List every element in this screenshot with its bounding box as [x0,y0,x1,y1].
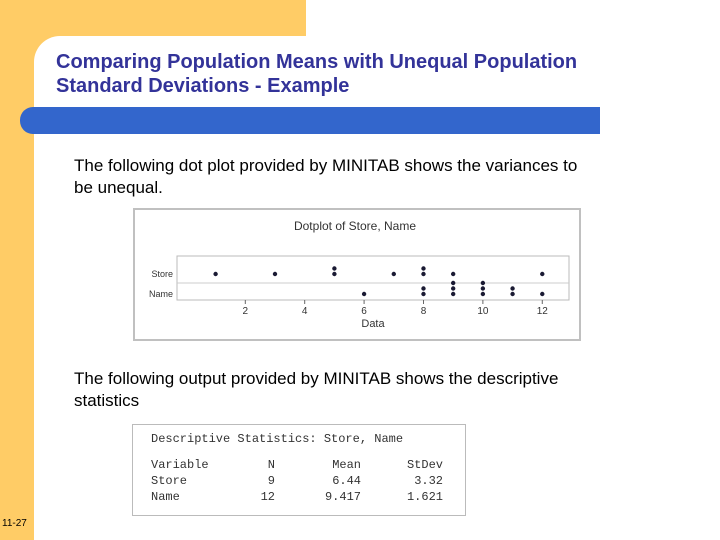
dot-point [362,292,366,296]
header-stdev: StDev [406,458,443,472]
category-label: Store [151,269,173,279]
plot-area [177,256,569,300]
chart-title: Dotplot of Store, Name [293,219,417,233]
stats-header-row [151,457,443,473]
cell-variable: Name [151,490,180,504]
dot-point [332,266,336,270]
intro-text: The following dot plot provided by MINITAB shows the variances to be unequal. [74,156,578,197]
x-tick-label: 10 [477,306,489,317]
x-tick-label: 8 [420,306,427,317]
dot-point [451,272,455,276]
stats-row-store [151,473,443,489]
header-variable: Variable [151,458,209,472]
dot-point [213,272,217,276]
descriptive-stats-output [132,424,466,516]
output-text: The following output provided by MINITAB shows the descriptive statistics [74,369,559,410]
dot-point [273,272,277,276]
stats-title: Descriptive Statistics: Store, Name [151,432,404,446]
header-mean: Mean [332,458,361,472]
cell-stdev: 3.32 [414,474,443,488]
dot-point [421,286,425,290]
x-axis-label: Data [361,318,385,330]
dot-point [451,292,455,296]
cell-variable: Store [151,474,188,488]
category-label: Name [148,289,173,299]
x-tick-label: 4 [301,306,308,317]
x-tick-label: 6 [361,306,367,317]
cell-n: 9 [267,474,275,488]
dot-point [481,281,485,285]
title-underline-bar [20,107,600,134]
stats-table [151,457,443,505]
x-tick-label: 2 [242,306,249,317]
dot-point [421,272,425,276]
dot-point [540,272,544,276]
cell-n: 12 [260,490,275,504]
x-tick-label: 12 [536,306,548,317]
dot-point [421,266,425,270]
dot-point [451,286,455,290]
dot-point [510,292,514,296]
cell-stdev: 1.621 [406,490,443,504]
stats-row-name [151,489,443,505]
dot-point [481,286,485,290]
dot-point [392,272,396,276]
dot-point [332,272,336,276]
cell-mean: 6.44 [332,474,361,488]
dot-point [421,292,425,296]
dot-point [510,286,514,290]
dot-point [540,292,544,296]
dot-point [451,281,455,285]
header-n: N [267,458,275,472]
dot-point [481,292,485,296]
slide-title: Comparing Population Means with Unequal Population Standard Deviations - Example [56,51,578,97]
slide-number: 11-27 [2,518,27,529]
dotplot-chart [133,208,581,341]
dotplot-svg [135,210,579,339]
cell-mean: 9.417 [324,490,361,504]
